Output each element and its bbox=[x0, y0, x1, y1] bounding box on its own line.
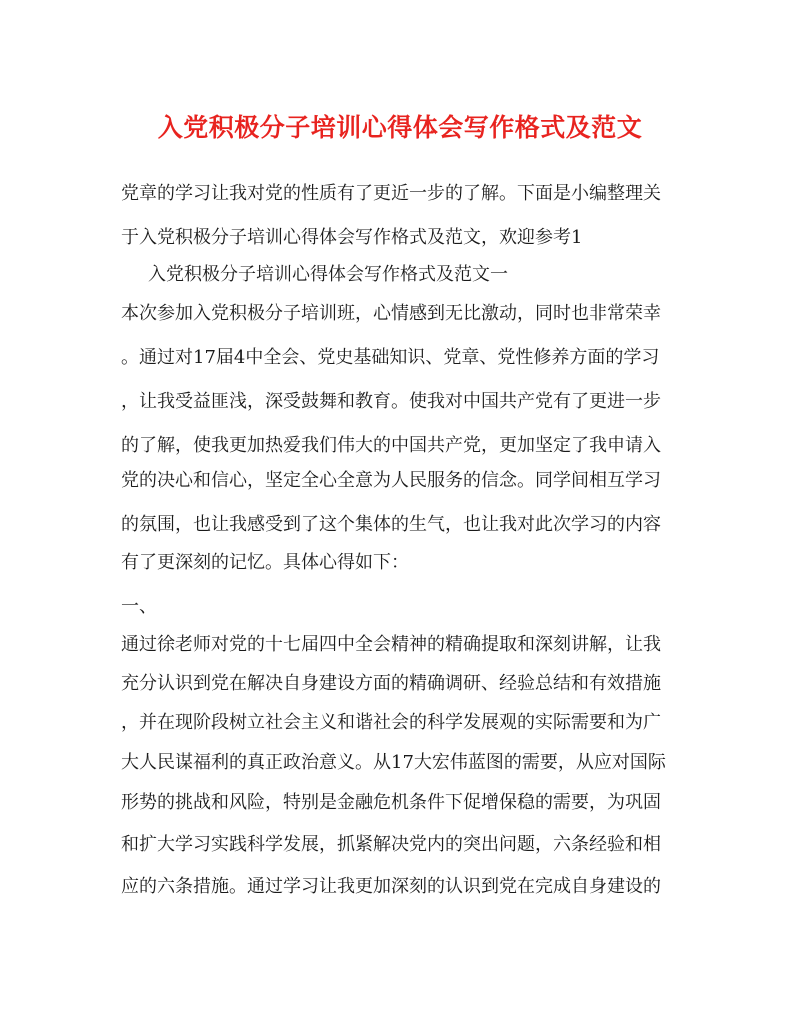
body-line-12: 通过徐老师对党的十七届四中全会精神的精确提取和深刻讲解，让我 bbox=[121, 634, 661, 655]
body-line-16: 形势的挑战和风险，特别是金融危机条件下促增保稳的需要，为巩固 bbox=[121, 792, 661, 813]
body-line-4: 本次参加入党积极分子培训班，心情感到无比激动，同时也非常荣幸 bbox=[121, 303, 661, 324]
body-line-6: ，让我受益匪浅，深受鼓舞和教育。使我对中国共产党有了更进一步 bbox=[121, 391, 661, 412]
body-line-7: 的了解，使我更加热爱我们伟大的中国共产党，更加坚定了我申请入 bbox=[121, 435, 661, 456]
body-line-5: 。通过对17届4中全会、党史基础知识、党章、党性修养方面的学习 bbox=[121, 347, 660, 368]
section-heading: 入党积极分子培训心得体会写作格式及范文一 bbox=[148, 264, 508, 285]
body-line-17: 和扩大学习实践科学发展，抓紧解决党内的突出问题，六条经验和相 bbox=[121, 834, 661, 855]
body-line-2: 于入党积极分子培训心得体会写作格式及范文，欢迎参考1 bbox=[121, 227, 583, 248]
body-line-13: 充分认识到党在解决自身建设方面的精确调研、经验总结和有效措施 bbox=[121, 673, 661, 694]
body-line-14: ，并在现阶段树立社会主义和谐社会的科学发展观的实际需要和为广 bbox=[121, 712, 661, 733]
body-line-18: 应的六条措施。通过学习让我更加深刻的认识到党在完成自身建设的 bbox=[121, 876, 661, 897]
body-line-9: 的氛围，也让我感受到了这个集体的生气，也让我对此次学习的内容 bbox=[121, 514, 661, 535]
body-line-10: 有了更深刻的记忆。具体心得如下： bbox=[121, 552, 409, 573]
body-line-8: 党的决心和信心，坚定全心全意为人民服务的信念。同学间相互学习 bbox=[121, 470, 661, 491]
body-line-1: 党章的学习让我对党的性质有了更近一步的了解。下面是小编整理关 bbox=[121, 183, 661, 204]
body-line-15: 大人民谋福利的真正政治意义。从17大宏伟蓝图的需要，从应对国际 bbox=[121, 752, 666, 773]
list-marker-one: 一、 bbox=[121, 596, 157, 617]
document-title: 入党积极分子培训心得体会写作格式及范文 bbox=[157, 113, 643, 142]
